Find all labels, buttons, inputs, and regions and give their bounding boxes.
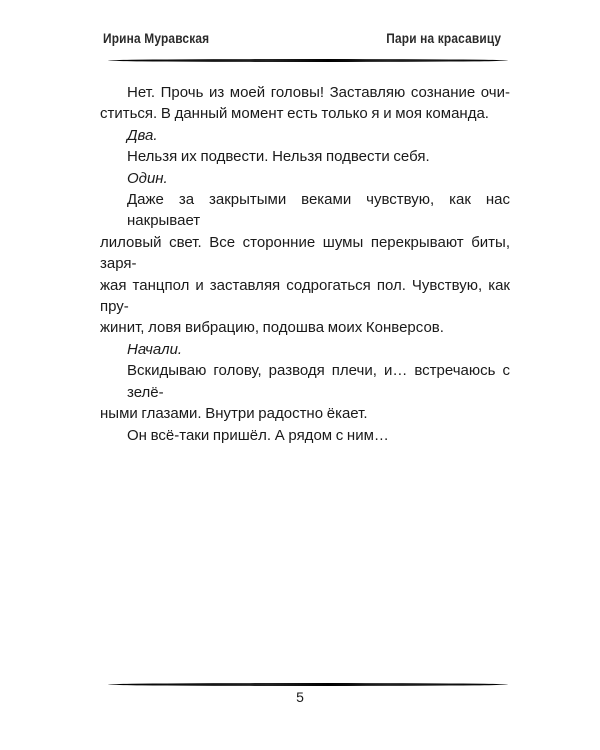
italic-line: Один. bbox=[127, 169, 168, 187]
paragraph-line: Нельзя их подвести. Нельзя подвести себя. bbox=[127, 148, 430, 166]
page-number: 5 bbox=[296, 689, 304, 705]
paragraph-line: ными глазами. Внутри радостно ёкает. bbox=[100, 405, 368, 423]
running-header-title: Пари на красавицу bbox=[386, 30, 501, 46]
paragraph-line: лиловый свет. Все сторонние шумы перекрывают биты, заря- bbox=[100, 233, 510, 273]
paragraph-line: жая танцпол и заставляя содрогаться пол. Чувствую, как пру- bbox=[100, 276, 510, 316]
paragraph-line: Вскидываю голову, разводя плечи, и… встречаюсь с зелё- bbox=[127, 362, 510, 401]
footer-rule bbox=[108, 683, 508, 686]
running-header-author: Ирина Муравская bbox=[103, 30, 210, 46]
paragraph-line: жинит, ловя вибрацию, подошва моих Конверсов. bbox=[100, 319, 444, 337]
paragraph-line: ститься. В данный момент есть только я и моя команда. bbox=[100, 105, 489, 123]
paragraph-line: Даже за закрытыми веками чувствую, как нас накрывает bbox=[127, 191, 510, 230]
paragraph-line: Нет. Прочь из моей головы! Заставляю сознание очи- bbox=[127, 84, 510, 101]
paragraph-line: Он всё-таки пришёл. А рядом с ним… bbox=[127, 426, 389, 444]
header-rule bbox=[108, 59, 508, 62]
italic-line: Два. bbox=[127, 126, 158, 144]
body-text bbox=[100, 82, 510, 446]
italic-line: Начали. bbox=[127, 340, 183, 358]
